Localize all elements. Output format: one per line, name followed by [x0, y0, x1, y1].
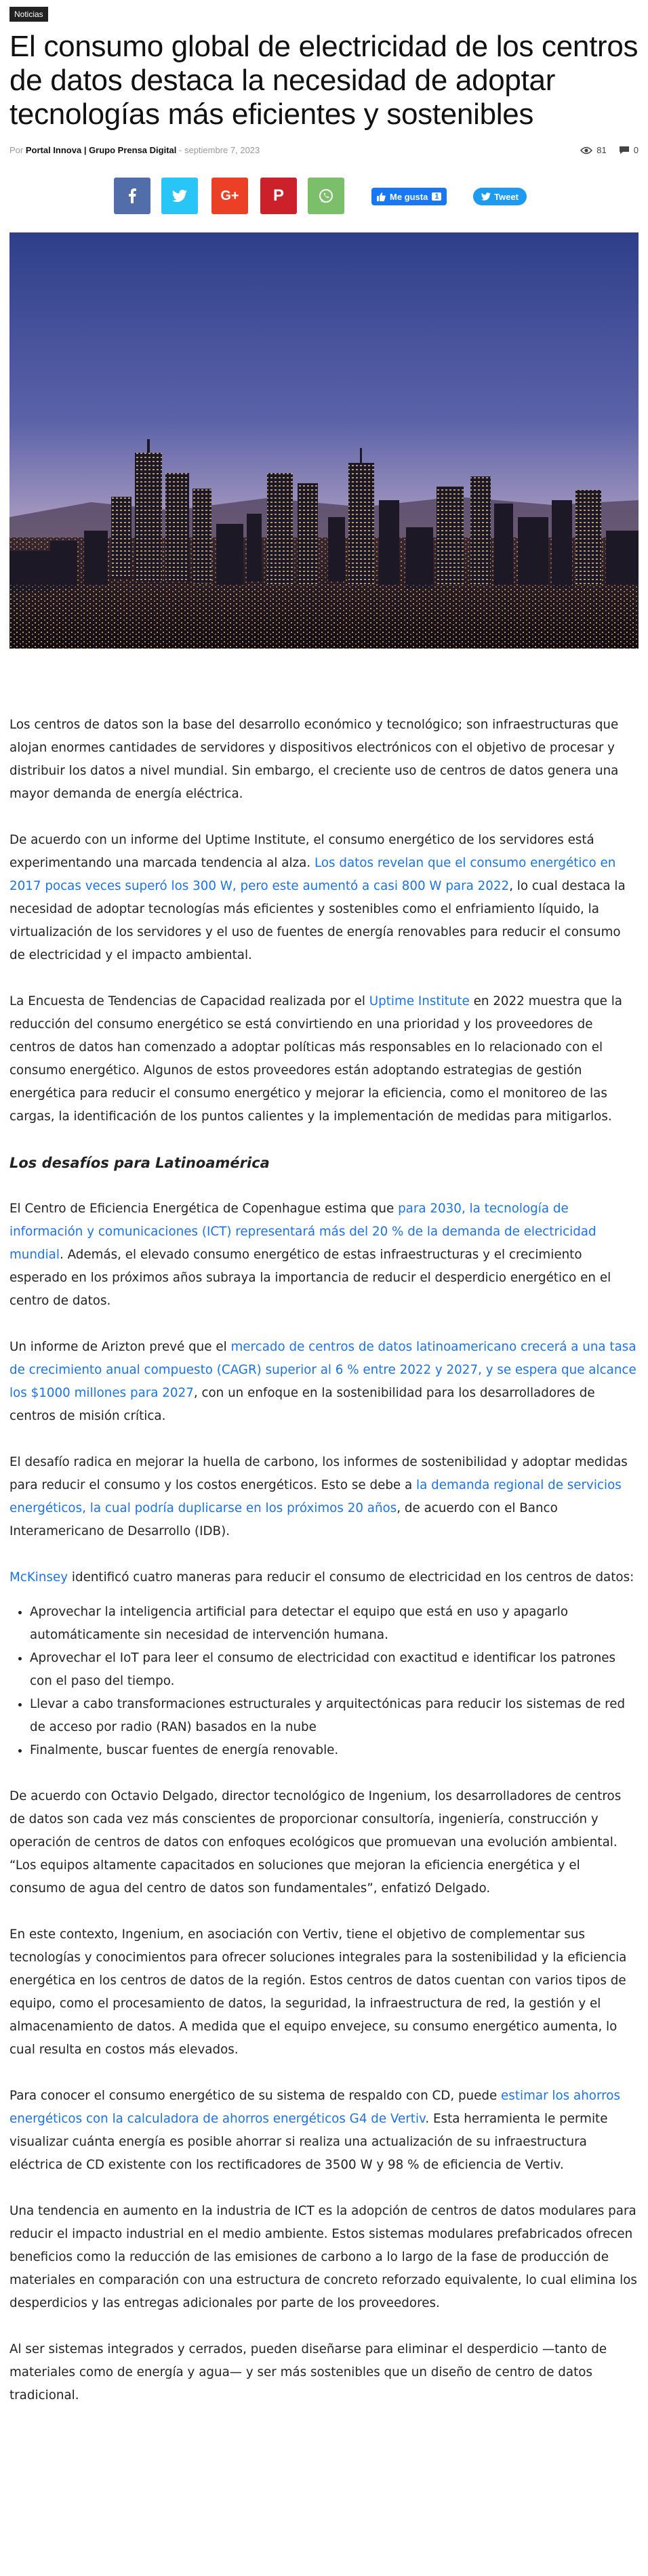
city-skyline-image	[9, 232, 639, 649]
text-segment: El desafío radica en mejorar la huella de carbono, los informes de sostenibilidad y adoptar medidas para reducir el consumo y los costos energéticos. Esto se debe a	[9, 1455, 628, 1492]
tweet-label: Tweet	[494, 191, 519, 202]
eye-icon	[580, 146, 592, 155]
paragraph-huella	[9, 1451, 639, 1543]
thumbs-up-icon	[377, 192, 386, 201]
link-uptime-institute[interactable]: Uptime Institute	[369, 994, 470, 1008]
paragraph-intro: Los centros de datos son la base del desarrollo económico y tecnológico; son infraestructuras que alojan enormes cantidades de servidores y dispositivos electrónicos con el objetivo de procesar y distribuir los datos a nivel mundial. Sin embargo, el creciente uso de centros de datos genera una mayor demanda de energía eléctrica.	[9, 718, 619, 801]
author-link[interactable]: Portal Innova | Grupo Prensa Digital	[25, 145, 177, 155]
paragraph-modulares: Una tendencia en aumento en la industria de ICT es la adopción de centros de datos modulares para reducir el impacto industrial en el medio ambiente. Estos sistemas modulares prefabricados ofrecen beneficios como la reducción de las emisiones de carbono a lo largo de la fase de producción de materiales en comparación con una estructura de concreto reforzado equivalente, lo cual elimina los desperdicios y las entregas adicionales por parte de los proveedores.	[9, 2204, 637, 2310]
paragraph-vertiv: En este contexto, Ingenium, en asociación con Vertiv, tiene el objetivo de complementar sus tecnologías y conocimientos para ofrecer soluciones integrales para la sostenibilidad y la eficiencia energética en los centros de datos de la región. Estos centros de datos cuentan con varios tipos de equipo, como el procesamiento de datos, la seguridad, la infraestructura de red, la gestión y el almacenamiento de datos. A medida que el equipo envejece, su consumo energético aumenta, lo cual resulta en costos más elevados.	[9, 1927, 627, 2057]
whatsapp-icon	[319, 188, 333, 203]
category-badge[interactable]: Noticias	[9, 7, 48, 22]
share-pinterest-button[interactable]	[260, 178, 297, 214]
paragraph-arizton	[9, 1336, 639, 1428]
link-calculadora-g4[interactable]: estimar los ahorros energéticos con la calculadora de ahorros energéticos G4 de Vertiv	[9, 2089, 620, 2126]
date-separator: -	[179, 145, 182, 155]
byline-prefix: Por	[9, 145, 24, 155]
facebook-like-button[interactable]	[371, 188, 447, 205]
paragraph-ingenium: De acuerdo con Octavio Delgado, director tecnológico de Ingenium, los desarrolladores de centros de datos son cada vez más conscientes de proporcionar consultoría, ingeniería, construcción y operación de centros de datos con enfoques ecológicos que promuevan una evolución ambiental. “Los equipos altamente capacitados en soluciones que mejoran la eficiencia energética y el consumo de agua del centro de datos son fundamentales”, enfatizó Delgado.	[9, 1789, 622, 1896]
like-count: 1	[432, 192, 441, 201]
article-stats	[580, 145, 639, 155]
text-segment: La Encuesta de Tendencias de Capacidad realizada por el	[9, 994, 369, 1008]
text-segment: Un informe de Arizton prevé que el	[9, 1340, 231, 1354]
facebook-icon	[128, 188, 136, 203]
text-segment: en 2022 muestra que la reducción del consumo energético se está convirtiendo en una prioridad y los proveedores de centros de datos han comenzado a adoptar políticas más responsables en lo relacionado con el consumo energético. Algunos de estos proveedores están adoptando estrategias de gestión energética para reducir el consumo energético y mejorar la eficiencia, como el monitoreo de las cargas, la identificación de los puntos calientes y la implementación de medidas para mitigarlos.	[9, 994, 622, 1124]
link-ict-demanda[interactable]: para 2030, la tecnología de información y comunicaciones (ICT) representará más del 20 % de la demanda de electricidad mundial	[9, 1202, 596, 1262]
text-segment: Para conocer el consumo energético de su sistema de respaldo con CD, puede	[9, 2089, 502, 2103]
tweet-button[interactable]	[473, 188, 527, 205]
share-whatsapp-button[interactable]	[308, 178, 344, 214]
paragraph-mckinsey	[9, 1566, 639, 1589]
publish-date: septiembre 7, 2023	[184, 145, 260, 155]
text-segment: , lo cual destaca la necesidad de adoptar tecnologías más eficientes y sostenibles como el enfriamiento líquido, la virtualización de los servidores y el uso de fuentes de energía renovables para reducir el consumo de electricidad y el impacto ambiental.	[9, 879, 626, 962]
paragraph-copenhague	[9, 1198, 639, 1313]
featured-image	[9, 232, 639, 649]
text-segment: . Esta herramienta le permite visualizar cuánta energía es posible ahorrar si realiza una actualización de su infraestructura eléctrica de CD existente con los rectificadores de 3500 W y 98 % de eficiencia de Vertiv.	[9, 2112, 608, 2172]
views-count	[580, 145, 606, 155]
paragraph-encuesta	[9, 990, 639, 1128]
article-body	[9, 714, 639, 2407]
views-value: 81	[596, 145, 607, 155]
paragraph-uptime	[9, 829, 639, 967]
list-item: • Aprovechar el IoT para leer el consumo de electricidad con exactitud e identificar los patrones con el paso del tiempo.	[30, 1647, 639, 1693]
paragraph-calculadora	[9, 2085, 639, 2177]
comments-count[interactable]	[619, 145, 639, 155]
list-item: • Finalmente, buscar fuentes de energía renovable.	[30, 1739, 639, 1762]
link-consumo-servidores[interactable]: Los datos revelan que el consumo energético en 2017 pocas veces superó los 300 W, pero este aumentó a casi 800 W para 2022	[9, 856, 616, 893]
share-googleplus-button[interactable]	[211, 178, 248, 214]
google-plus-icon: G+	[220, 188, 239, 203]
link-demanda-regional[interactable]: la demanda regional de servicios energéticos, la cual podría duplicarse en los próximos 20 años	[9, 1478, 622, 1515]
text-segment: El Centro de Eficiencia Energética de Copenhague estima que	[9, 1202, 399, 1216]
text-segment: , con un enfoque en la sostenibilidad para los desarrolladores de centros de misión crítica.	[9, 1386, 595, 1423]
share-facebook-button[interactable]	[114, 178, 150, 214]
text-segment: , de acuerdo con el Banco Interamericano de Desarrollo (IDB).	[9, 1501, 558, 1538]
comments-value: 0	[633, 145, 639, 155]
article-meta	[9, 145, 639, 164]
paragraph-sistemas-cerrados: Al ser sistemas integrados y cerrados, pueden diseñarse para eliminar el desperdicio —tanto de materiales como de energía y agua— y ser más sostenibles que un diseño de centro de datos tradicional.	[9, 2342, 607, 2403]
link-mercado-latam[interactable]: mercado de centros de datos latinoamericano crecerá a una tasa de crecimiento anual compuesto (CAGR) superior al 6 % entre 2022 y 2027, y se espera que alcance los $1000 millones para 2027	[9, 1340, 636, 1400]
list-reduccion	[9, 1601, 639, 1762]
share-bar	[9, 178, 639, 218]
heading-latam: Los desafíos para Latinoamérica	[9, 1155, 270, 1171]
text-segment: identificó cuatro maneras para reducir el consumo de electricidad en los centros de datos:	[68, 1570, 634, 1585]
list-item: • Llevar a cabo transformaciones estructurales y arquitectónicas para reducir los sistemas de red de acceso por radio (RAN) basados en la nube	[30, 1693, 639, 1739]
link-mckinsey[interactable]: McKinsey	[9, 1570, 68, 1585]
article-title: El consumo global de electricidad de los centros de datos destaca la necesidad de adoptar tecnologías más eficientes y sostenibles	[9, 30, 639, 131]
pinterest-icon: P	[272, 186, 284, 205]
list-item: • Aprovechar la inteligencia artificial para detectar el equipo que está en uso y apagarlo automáticamente sin necesidad de intervención humana.	[30, 1601, 639, 1647]
share-twitter-button[interactable]	[161, 178, 198, 214]
twitter-bird-icon	[481, 192, 491, 201]
like-label: Me gusta	[390, 191, 428, 202]
comment-icon	[619, 146, 630, 155]
text-segment: De acuerdo con un informe del Uptime Institute, el consumo energético de los servidores está experimentando una marcada tendencia al alza.	[9, 833, 594, 870]
text-segment: . Además, el elevado consumo energético de estas infraestructuras y el crecimiento esperado en los próximos años subraya la importancia de reducir el desperdicio energético en el centro de datos.	[9, 1248, 611, 1308]
twitter-icon	[172, 190, 187, 202]
